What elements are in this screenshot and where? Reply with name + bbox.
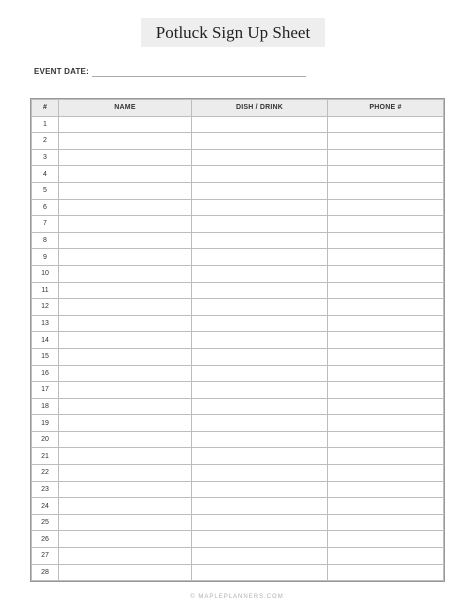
table-row [32,431,444,448]
phone-cell[interactable] [328,365,444,382]
name-cell[interactable] [59,481,192,498]
column-header-name: NAME [59,100,192,117]
dish-drink-cell[interactable] [192,348,328,365]
name-cell[interactable] [59,249,192,266]
row-number: 13 [32,315,59,332]
table-row [32,564,444,581]
table-row [32,398,444,415]
row-number: 16 [32,365,59,382]
row-number: 21 [32,448,59,465]
table-row [32,299,444,316]
name-cell[interactable] [59,149,192,166]
name-cell[interactable] [59,299,192,316]
name-cell[interactable] [59,182,192,199]
table-row [32,448,444,465]
table-row [32,548,444,565]
table-row [32,249,444,266]
row-number: 6 [32,199,59,216]
name-cell[interactable] [59,265,192,282]
dish-drink-cell[interactable] [192,498,328,515]
phone-cell[interactable] [328,116,444,133]
table-row [32,415,444,432]
phone-cell[interactable] [328,216,444,233]
table-row [32,531,444,548]
table-row [32,365,444,382]
row-number: 3 [32,149,59,166]
table-row [32,166,444,183]
row-number: 20 [32,431,59,448]
name-cell[interactable] [59,548,192,565]
column-header-dish-drink: DISH / DRINK [192,100,328,117]
name-cell[interactable] [59,199,192,216]
dish-drink-cell[interactable] [192,265,328,282]
phone-cell[interactable] [328,398,444,415]
phone-cell[interactable] [328,548,444,565]
row-number: 19 [32,415,59,432]
row-number: 28 [32,564,59,581]
name-cell[interactable] [59,564,192,581]
row-number: 10 [32,265,59,282]
dish-drink-cell[interactable] [192,149,328,166]
table-row [32,315,444,332]
table-row [32,514,444,531]
footer-credit: © MAPLEPLANNERS.COM [190,594,284,600]
table-row [32,216,444,233]
dish-drink-cell[interactable] [192,481,328,498]
dish-drink-cell[interactable] [192,199,328,216]
event-date-label: EVENT DATE: [34,67,89,76]
phone-cell[interactable] [328,498,444,515]
row-number: 25 [32,514,59,531]
row-number: 9 [32,249,59,266]
row-number: 26 [32,531,59,548]
dish-drink-cell[interactable] [192,116,328,133]
row-number: 5 [32,182,59,199]
table-row [32,332,444,349]
table-row [32,133,444,150]
phone-cell[interactable] [328,382,444,399]
column-header-number: # [32,100,59,117]
row-number: 24 [32,498,59,515]
row-number: 11 [32,282,59,299]
phone-cell[interactable] [328,249,444,266]
row-number: 14 [32,332,59,349]
dish-drink-cell[interactable] [192,564,328,581]
name-cell[interactable] [59,398,192,415]
table-row [32,116,444,133]
dish-drink-cell[interactable] [192,415,328,432]
phone-cell[interactable] [328,448,444,465]
dish-drink-cell[interactable] [192,166,328,183]
table-body [32,116,444,581]
name-cell[interactable] [59,415,192,432]
row-number: 22 [32,465,59,482]
name-cell[interactable] [59,365,192,382]
table-row [32,199,444,216]
dish-drink-cell[interactable] [192,182,328,199]
table-row [32,149,444,166]
phone-cell[interactable] [328,531,444,548]
phone-cell[interactable] [328,315,444,332]
dish-drink-cell[interactable] [192,514,328,531]
dish-drink-cell[interactable] [192,531,328,548]
name-cell[interactable] [59,382,192,399]
name-cell[interactable] [59,282,192,299]
row-number: 2 [32,133,59,150]
table-row [32,348,444,365]
name-cell[interactable] [59,232,192,249]
table-row [32,465,444,482]
row-number: 8 [32,232,59,249]
phone-cell[interactable] [328,166,444,183]
name-cell[interactable] [59,133,192,150]
phone-cell[interactable] [328,265,444,282]
phone-cell[interactable] [328,348,444,365]
dish-drink-cell[interactable] [192,465,328,482]
name-cell[interactable] [59,531,192,548]
row-number: 17 [32,382,59,399]
table-row [32,382,444,399]
dish-drink-cell[interactable] [192,249,328,266]
row-number: 1 [32,116,59,133]
phone-cell[interactable] [328,415,444,432]
dish-drink-cell[interactable] [192,282,328,299]
page-title: Potluck Sign Up Sheet [155,22,311,42]
dish-drink-cell[interactable] [192,548,328,565]
table-row [32,182,444,199]
dish-drink-cell[interactable] [192,365,328,382]
row-number: 15 [32,348,59,365]
phone-cell[interactable] [328,481,444,498]
name-cell[interactable] [59,465,192,482]
table-header-row [32,100,444,117]
name-cell[interactable] [59,431,192,448]
phone-cell[interactable] [328,149,444,166]
dish-drink-cell[interactable] [192,315,328,332]
phone-cell[interactable] [328,282,444,299]
table-row [32,481,444,498]
table-row [32,265,444,282]
phone-cell[interactable] [328,133,444,150]
name-cell[interactable] [59,448,192,465]
phone-cell[interactable] [328,182,444,199]
table-row [32,498,444,515]
name-cell[interactable] [59,514,192,531]
phone-cell[interactable] [328,299,444,316]
phone-cell[interactable] [328,465,444,482]
row-number: 4 [32,166,59,183]
dish-drink-cell[interactable] [192,398,328,415]
dish-drink-cell[interactable] [192,299,328,316]
signup-table [31,99,444,581]
title-banner [141,18,325,47]
dish-drink-cell[interactable] [192,216,328,233]
name-cell[interactable] [59,166,192,183]
phone-cell[interactable] [328,514,444,531]
row-number: 23 [32,481,59,498]
table-row [32,232,444,249]
phone-cell[interactable] [328,232,444,249]
name-cell[interactable] [59,315,192,332]
row-number: 27 [32,548,59,565]
table-row [32,282,444,299]
row-number: 12 [32,299,59,316]
name-cell[interactable] [59,116,192,133]
dish-drink-cell[interactable] [192,448,328,465]
dish-drink-cell[interactable] [192,431,328,448]
phone-cell[interactable] [328,431,444,448]
phone-cell[interactable] [328,564,444,581]
row-number: 18 [32,398,59,415]
name-cell[interactable] [59,348,192,365]
phone-cell[interactable] [328,332,444,349]
dish-drink-cell[interactable] [192,332,328,349]
column-header-phone: PHONE # [328,100,444,117]
name-cell[interactable] [59,332,192,349]
phone-cell[interactable] [328,199,444,216]
row-number: 7 [32,216,59,233]
event-date-field[interactable] [92,76,306,77]
dish-drink-cell[interactable] [192,133,328,150]
dish-drink-cell[interactable] [192,232,328,249]
name-cell[interactable] [59,216,192,233]
name-cell[interactable] [59,498,192,515]
dish-drink-cell[interactable] [192,382,328,399]
